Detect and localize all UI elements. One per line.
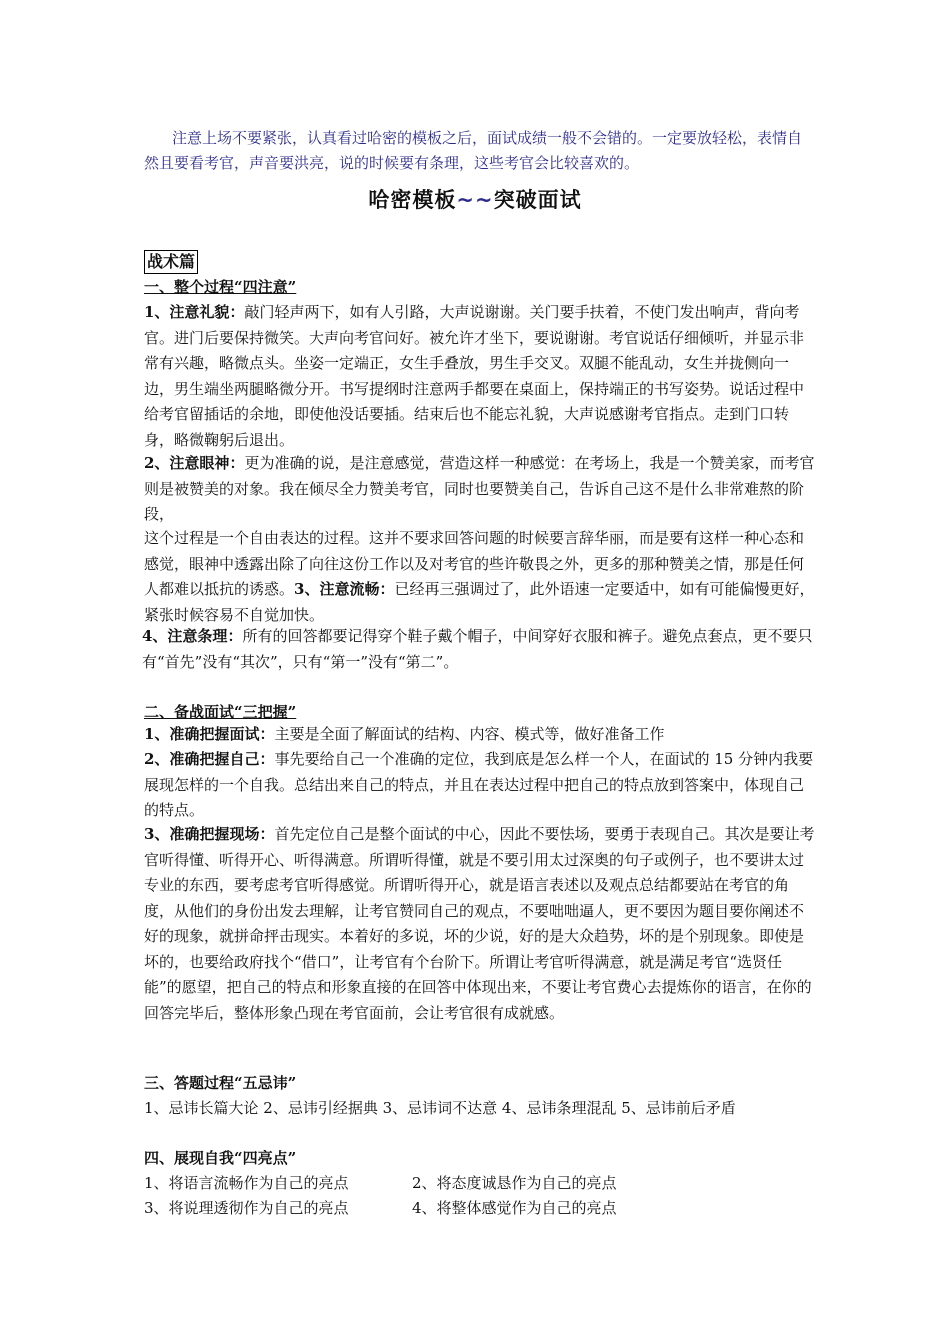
- s2-paragraph-1: [144, 722, 816, 748]
- section-3-heading: 三、答题过程“五忌讳”: [144, 1074, 297, 1092]
- document-title: [0, 184, 950, 216]
- s1-paragraph-1: [144, 300, 816, 453]
- s2-p3-text: 首先定位自己是整个面试的中心，因此不要怯场，要勇于表现自己。其次是要让考官听得懂、听得开心、听得满意。所谓听得懂，就是不要引用太过深奥的句子或例子，也不要讲太过专业的东西，要考虑考官听得感觉。所谓听得开心，就是语言表述以及观点总结都要站在考官的角度，从他们的身份出发去理解，让考官赞同自己的观点，不要咄咄逼人，更不要因为题目要你阐述不好的现象，就拼命抨击现实。本着好的多说，坏的少说，好的是大众趋势，坏的是个别现象。即使是坏的，也要给政府找个“借口”，让考官有个台阶下。所谓让考官听得满意，就是满足考官“选贤任能”的愿望，把自己的特点和形象直接的在回答中体现出来，不要让考官费心去提炼你的语言，在你的回答完毕后，整体形象凸现在考官面前，会让考官很有成就感。: [144, 825, 815, 1022]
- s4-item-1: 1、将语言流畅作为自己的亮点: [144, 1174, 349, 1192]
- s4-row-1: [144, 1171, 816, 1196]
- s1-p3-text: 这个过程是一个自由表达的过程。这并不要求回答问题的时候要言辞华丽，而是要有这样一种心态和感觉，眼神中透露出除了向往这份工作以及对考官的些许敬畏之外，更多的那种赞美之情，那是任何人都难以抵抗的诱惑。: [144, 529, 805, 598]
- section-badge: 战术篇: [144, 250, 198, 274]
- s2-p1-text: 主要是全面了解面试的结构、内容、模式等，做好准备工作: [274, 725, 665, 743]
- section-1-heading: 一、整个过程“四注意”: [144, 278, 297, 296]
- s3-list: 1、忌讳长篇大论 2、忌讳引经据典 3、忌讳词不达意 4、忌讳条理混乱 5、忌讳前后矛盾: [144, 1099, 736, 1117]
- s1-p1-text: 敲门轻声两下，如有人引路，大声说谢谢。关门要手扶着，不使门发出响声，背向考官。进门后要保持微笑。大声向考官问好。被允许才坐下，要说谢谢。考官说话仔细倾听，并显示非常有兴趣，略微点头。坐姿一定端正，女生手叠放，男生手交叉。双腿不能乱动，女生并拢侧向一边，男生端坐两腿略微分开。书写提纲时注意两手都要在桌面上，保持端正的书写姿势。说话过程中给考官留插话的余地，即使他没话要插。结束后也不能忘礼貌，大声说感谢考官指点。走到门口转身，略微鞠躬后退出。: [144, 303, 805, 449]
- s4-row-2: [144, 1196, 816, 1221]
- s1-p4-text: 所有的回答都要记得穿个鞋子戴个帽子，中间穿好衣服和裤子。避免点套点，更不要只有“首先”没有“其次”，只有“第一”没有“第二”。: [142, 627, 813, 671]
- s4-item-4: 4、将整体感觉作为自己的亮点: [412, 1199, 617, 1217]
- s1-p3-label: 3、注意流畅：: [294, 580, 395, 598]
- s2-paragraph-2: [144, 747, 816, 824]
- s1-p2-text: 更为准确的说，是注意感觉，营造这样一种感觉：在考场上，我是一个赞美家，而考官则是被赞美的对象。我在倾尽全力赞美考官，同时也要赞美自己，告诉自己这不是什么非常难熬的阶段，: [144, 454, 815, 523]
- s1-p3-tail: 已经再三强调过了，此外语速一定要适中，如有可能偏慢更好，紧张时候容易不自觉加快。: [144, 580, 815, 624]
- title-tilde: ~~: [456, 188, 494, 212]
- section-4-heading: 四、展现自我“四亮点”: [144, 1149, 297, 1167]
- s2-p2-label: 2、准确把握自己：: [144, 750, 275, 768]
- section-2-heading: 二、备战面试“三把握”: [144, 703, 297, 721]
- s4-item-3: 3、将说理透彻作为自己的亮点: [144, 1199, 349, 1217]
- s2-p3-label: 3、准确把握现场：: [144, 825, 275, 843]
- s1-paragraph-3: [144, 526, 816, 628]
- intro-paragraph: 注意上场不要紧张，认真看过哈密的模板之后，面试成绩一般不会错的。一定要放轻松，表情自然且要看考官，声音要洪亮，说的时候要有条理，这些考官会比较喜欢的。: [144, 129, 803, 172]
- s1-p1-label: 1、注意礼貌：: [144, 303, 245, 321]
- s1-paragraph-4: [142, 624, 818, 675]
- s2-p2-text: 事先要给自己一个准确的定位，我到底是怎么样一个人，在面试的 15 分钟内我要展现怎样的一个自我。总结出来自己的特点，并且在表达过程中把自己的特点放到答案中，体现自己的特点。: [144, 750, 814, 819]
- s2-paragraph-3: [144, 822, 816, 1026]
- s1-p4-label: 4、注意条理：: [142, 627, 243, 645]
- s4-item-2: 2、将态度诚恳作为自己的亮点: [412, 1174, 617, 1192]
- title-main: 哈密模板: [368, 188, 457, 212]
- s1-paragraph-2: [144, 451, 816, 528]
- s2-p1-label: 1、准确把握面试：: [144, 725, 275, 743]
- title-tail: 突破面试: [493, 188, 582, 212]
- s1-p2-label: 2、注意眼神：: [144, 454, 245, 472]
